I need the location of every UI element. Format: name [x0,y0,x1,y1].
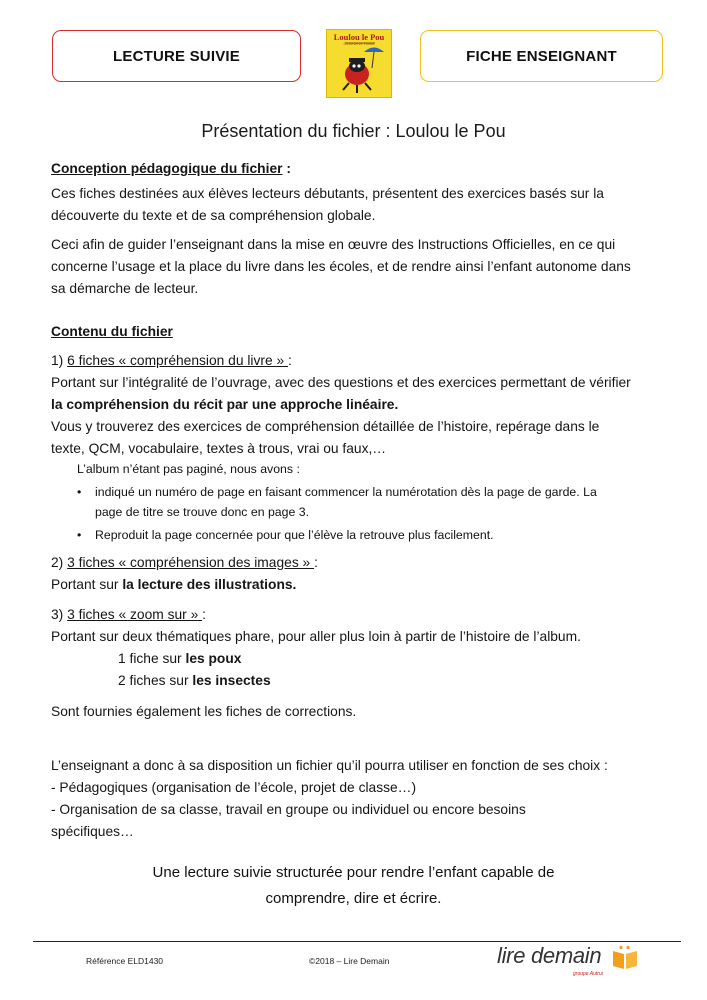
corrections-line: Sont fournies également les fiches de corrections. [51,704,357,719]
text-line: Ceci afin de guider l’enseignant dans la mise en œuvre des Instructions Officielles, en ce qui [51,237,616,252]
footer-divider [33,941,681,942]
text-line: - Pédagogiques (organisation de l’école, projet de classe…) [51,780,417,795]
text-line: découverte du texte et de sa compréhension globale. [51,208,376,223]
page-title: Présentation du fichier : Loulou le Pou [201,121,506,141]
text-line: concerne l’usage et la place du livre dans les écoles, et de rendre ainsi l’enfant autonome dans [51,259,631,274]
header-lecture-suivie [52,30,301,82]
text-span-bold: les poux [185,651,242,666]
conception-heading-suffix: : [282,161,291,176]
zoom-sub-1 [51,648,661,670]
contenu-item-2 [51,552,661,596]
contenu-item-3 [51,604,661,692]
item-label: 6 fiches « compréhension du livre » [67,353,288,368]
text-span-bold: les insectes [192,673,271,688]
text-line-bold: la compréhension du récit par une approche linéaire. [51,397,399,412]
book-cover-image [326,29,392,98]
bullet-line: page de titre se trouve donc en page 3. [95,505,309,519]
conception-paragraph-2 [51,234,661,300]
lire-demain-logo [497,943,647,977]
open-book-icon [611,945,639,971]
text-line: - Organisation de sa classe, travail en groupe ou individuel ou encore besoins [51,802,526,817]
bullet-item [73,482,663,522]
item-suffix: : [202,607,206,622]
item-label: 3 fiches « compréhension des images » [67,555,315,570]
conception-heading: Conception pédagogique du fichier [51,161,283,176]
text-line: Vous y trouverez des exercices de compréhension détaillée de l’histoire, repérage dans le [51,419,600,434]
text-span: 2 fiches sur [118,673,193,688]
item-2-title [51,552,661,574]
text-line: Portant sur deux thématiques phare, pour aller plus loin à partir de l’histoire de l’album. [51,629,581,644]
text-line: spécifiques… [51,824,134,839]
text-line: Ces fiches destinées aux élèves lecteurs débutants, présentent des exercices basés sur la [51,186,604,201]
footer-reference: Référence ELD1430 [86,956,164,966]
text-line: Portant sur l’intégralité de l’ouvrage, avec des questions et des exercices permettant de vérifier [51,375,631,390]
bullet-line: • indiqué un numéro de page en faisant commencer la numérotation dès la page de garde. La [95,485,597,499]
header-left-label: LECTURE SUIVIE [113,47,240,65]
text-line: L’enseignant a donc à sa disposition un fichier qu’il pourra utiliser en fonction de ses choix : [51,758,608,773]
item-label: 3 fiches « zoom sur » [67,607,203,622]
cover-author: Geneviève Huriet [343,41,375,46]
conception-heading-line [51,158,661,180]
text-line: sa démarche de lecteur. [51,281,199,296]
disposition-paragraph [51,755,661,843]
conception-paragraph-1 [51,183,661,227]
item-suffix: : [314,555,318,570]
closing-statement [0,861,707,911]
text-line: Une lecture suivie structurée pour rendre l’enfant capable de [152,864,555,881]
footer-copyright: ©2018 – Lire Demain [309,956,390,966]
text-span: Portant sur [51,577,123,592]
bullet-item [73,525,663,545]
bullet-line: • Reproduit la page concernée pour que l’élève la retrouve plus facilement. [95,528,494,542]
item-3-title [51,604,661,626]
item-number: 3) [51,607,68,622]
note-line: L’album n’étant pas paginé, nous avons : [77,462,300,476]
item-suffix: : [287,353,292,368]
item-number: 2) [51,555,68,570]
text-line: texte, QCM, vocabulaire, textes à trous, vrai ou faux,… [51,441,387,456]
brand-subtitle: groupe Autrui [573,971,603,977]
pagination-note [73,459,663,545]
contenu-heading: Contenu du fichier [51,324,173,339]
item-1-title [51,350,661,372]
item-number: 1) [51,353,68,368]
text-span: 1 fiche sur [118,651,186,666]
brand-name: lire demain [497,943,602,968]
cover-title: Loulou le Pou [333,32,385,42]
contenu-item-1 [51,350,661,460]
header-fiche-enseignant [420,30,663,82]
text-span-bold: la lecture des illustrations. [122,577,297,592]
header-right-label: FICHE ENSEIGNANT [466,47,617,65]
text-line: comprendre, dire et écrire. [265,890,442,907]
zoom-sub-2 [51,670,661,692]
item-2-description [51,574,661,596]
